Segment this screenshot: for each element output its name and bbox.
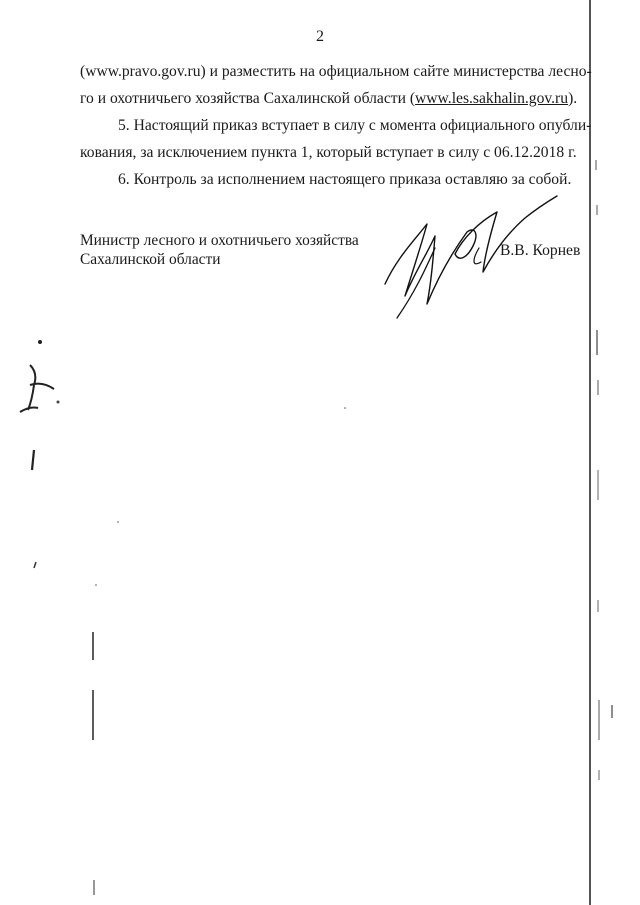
paragraph-2-line-2: кования, за исключением пункта 1, который вступает в силу с 06.12.2018 г. xyxy=(80,144,577,161)
paragraph-1-line-2 xyxy=(80,85,577,112)
paragraph-3-line-1: 6. Контроль за исполнением настоящего приказа оставляю за собой. xyxy=(118,171,572,188)
paragraph-2-line-1: 5. Настоящий приказ вступает в силу с момента официального опубли- xyxy=(118,117,592,134)
website-link[interactable]: www.les.sakhalin.gov.ru xyxy=(415,90,569,107)
signatory-name: В.В. Корнев xyxy=(500,242,581,259)
paragraph-1-line-2-end: ). xyxy=(568,90,578,107)
signatory-title-line-1: Министр лесного и охотничьего хозяйства xyxy=(80,232,359,249)
signatory-title-line-2: Сахалинской области xyxy=(80,251,221,268)
paragraph-1-line-2-text: го и охотничьего хозяйства Сахалинской области ( xyxy=(80,90,416,107)
signatory-title xyxy=(80,231,359,269)
page-number: 2 xyxy=(316,28,324,45)
paragraph-1-line-1: (www.pravo.gov.ru) и разместить на официальном сайте министерства лесно- xyxy=(80,63,592,80)
document-body xyxy=(80,58,592,193)
